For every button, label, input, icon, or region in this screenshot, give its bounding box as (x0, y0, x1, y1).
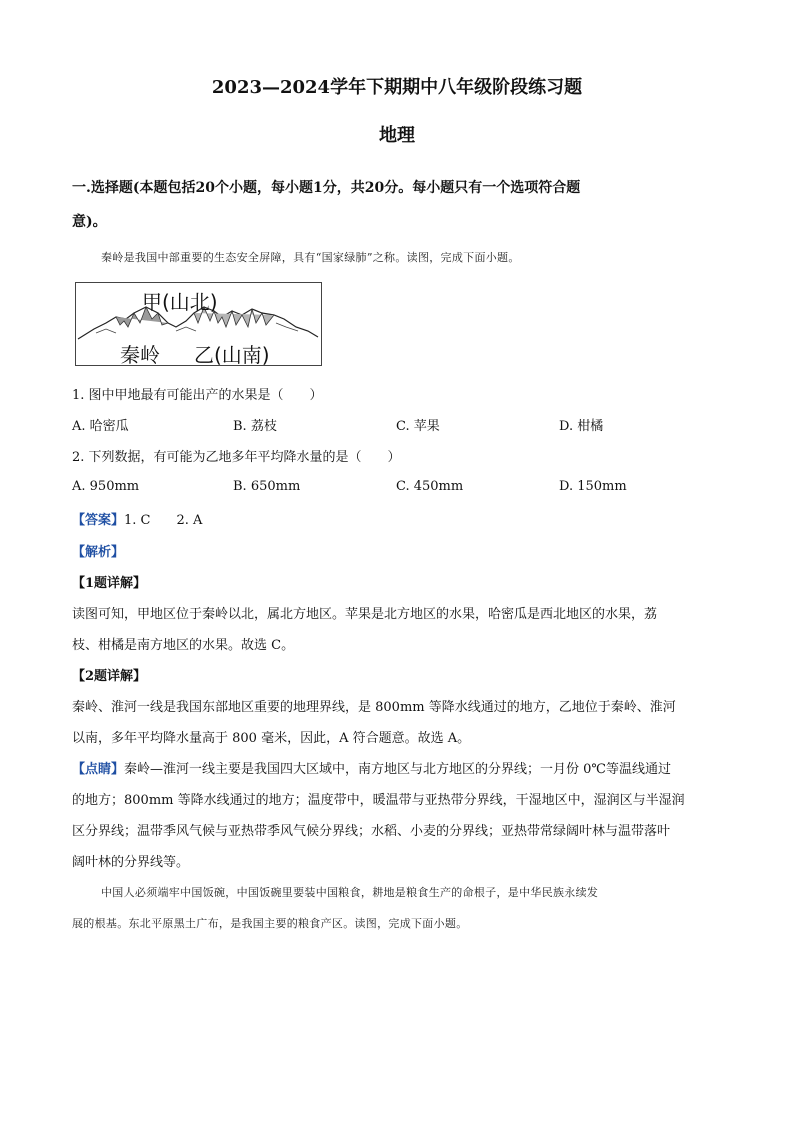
tip-line1 (72, 758, 671, 777)
tip-tag: 【点睛】 (72, 762, 125, 777)
detail-2-tag: 【2题详解】 (72, 669, 147, 684)
subject-title: 地理 (379, 125, 415, 146)
section-heading-line1: 一.选择题(本题包括20个小题，每小题1分，共20分。每小题只有一个选项符合题 (72, 180, 581, 196)
analysis-tag: 【解析】 (72, 545, 125, 560)
q1-option-a[interactable]: A. 哈密瓜 (72, 419, 129, 434)
qinling-figure (75, 282, 322, 366)
question-2-stem: 2. 下列数据，有可能为乙地多年平均降水量的是（ ） (72, 450, 401, 465)
answer-tag: 【答案】 (72, 513, 125, 528)
answer-text: 1. C 2. A (124, 513, 203, 528)
answer-line (72, 509, 202, 528)
page-title: 2023—2024学年下期期中八年级阶段练习题 (211, 77, 583, 98)
intro-text-qinling: 秦岭是我国中部重要的生态安全屏障，具有“国家绿肺”之称。读图，完成下面小题。 (101, 251, 520, 264)
detail-1-tag: 【1题详解】 (72, 576, 147, 591)
tip-line2: 的地方；800mm 等降水线通过的地方；温度带中，暖温带与亚热带分界线，干湿地区中，湿润区与半湿润 (72, 793, 685, 808)
tip-text-1: 秦岭—淮河一线主要是我国四大区域中，南方地区与北方地区的分界线；一月份 0℃等温线通过 (124, 762, 671, 777)
intro-text-grain-line1: 中国人必须端牢中国饭碗，中国饭碗里要装中国粮食，耕地是粮食生产的命根子，是中华民族永续发 (101, 886, 599, 899)
qinling-label: 秦岭 (120, 343, 160, 367)
q2-option-a[interactable]: A. 950mm (72, 479, 140, 494)
q2-option-d[interactable]: D. 150mm (559, 479, 627, 494)
detail-1-line1: 读图可知，甲地区位于秦岭以北，属北方地区。苹果是北方地区的水果，哈密瓜是西北地区的水果，荔 (72, 607, 658, 622)
q2-option-b[interactable]: B. 650mm (233, 479, 301, 494)
south-label: 乙(山南) (194, 343, 270, 367)
detail-2-line2: 以南，多年平均降水量高于 800 毫米，因此，A 符合题意。故选 A。 (72, 731, 471, 746)
q1-option-d[interactable]: D. 柑橘 (559, 419, 604, 434)
detail-2-line1: 秦岭、淮河一线是我国东部地区重要的地理界线，是 800mm 等降水线通过的地方，乙地位于秦岭、淮河 (72, 700, 676, 715)
q1-option-c[interactable]: C. 苹果 (396, 419, 440, 434)
q2-option-c[interactable]: C. 450mm (396, 479, 464, 494)
tip-line3: 区分界线；温带季风气候与亚热带季风气候分界线；水稻、小麦的分界线；亚热带常绿阔叶林与温带落叶 (72, 824, 671, 839)
section-heading-line2: 意)。 (72, 214, 107, 230)
intro-text-grain-line2: 展的根基。东北平原黑土广布，是我国主要的粮食产区。读图，完成下面小题。 (72, 917, 468, 930)
tip-line4: 阔叶林的分界线等。 (72, 855, 190, 870)
question-1-stem: 1. 图中甲地最有可能出产的水果是（ ） (72, 388, 323, 403)
detail-1-line2: 枝、柑橘是南方地区的水果。故选 C。 (72, 638, 295, 653)
q1-option-b[interactable]: B. 荔枝 (233, 419, 277, 434)
north-label: 甲(山北) (142, 290, 218, 314)
